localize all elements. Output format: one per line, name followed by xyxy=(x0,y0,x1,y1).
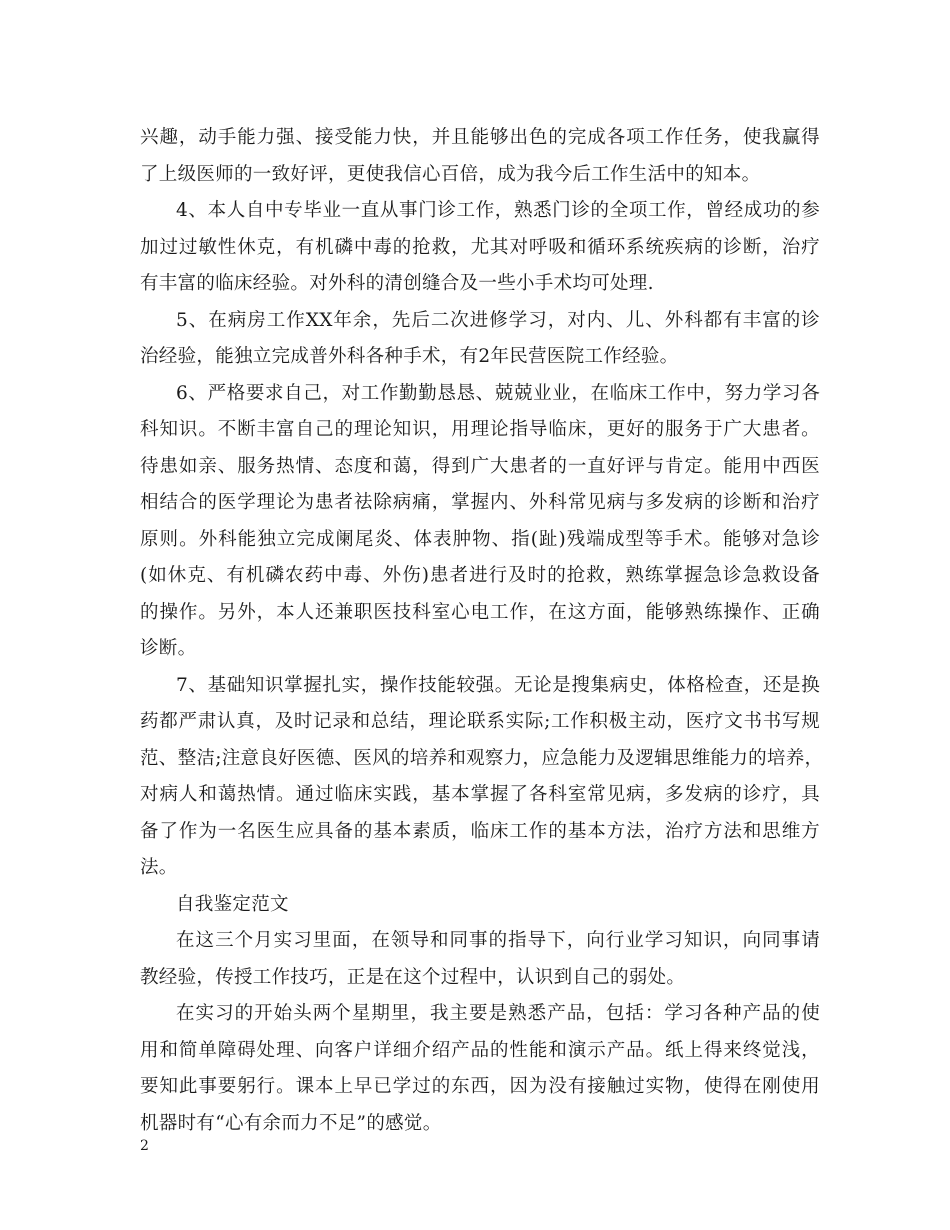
text-line: 诊断。 xyxy=(140,638,197,659)
text-line: 原则。外科能独立完成阑尾炎、体表肿物、指(趾)残端成型等手术。能够对急诊 xyxy=(140,528,820,550)
text-line: 待患如亲、服务热情、态度和蔼，得到广大患者的一直好评与肯定。能用中西医 xyxy=(140,455,820,477)
text-line: 在这三个月实习里面，在领导和同事的指导下，向行业学习知识，向同事请 xyxy=(176,930,820,951)
text-line: 在实习的开始头两个星期里，我主要是熟悉产品，包括：学习各种产品的使 xyxy=(176,1003,820,1024)
text-line: 法。 xyxy=(140,857,178,878)
text-line: 对病人和蔼热情。通过临床实践，基本掌握了各科室常见病，多发病的诊疗，具 xyxy=(140,784,820,805)
text-line: 要知此事要躬行。课本上早已学过的东西，因为没有接触过实物，使得在刚使用 xyxy=(140,1076,820,1097)
text-line: 7、基础知识掌握扎实，操作技能较强。无论是搜集病史，体格检查，还是换 xyxy=(176,674,820,696)
section-heading: 自我鉴定范文 xyxy=(176,893,289,915)
document-body xyxy=(140,120,824,1142)
text-line: 了上级医师的一致好评，更使我信心百倍，成为我今后工作生活中的知本。 xyxy=(140,163,761,185)
text-line: 加过过敏性休克，有机磷中毒的抢救，尤其对呼吸和循环系统疾病的诊断，治疗 xyxy=(140,236,820,258)
text-line: 有丰富的临床经验。对外科的清创缝合及一些小手术均可处理. xyxy=(140,273,654,294)
text-line: 机器时有“心有余而力不足”的感觉。 xyxy=(140,1112,442,1134)
text-line: 兴趣，动手能力强、接受能力快，并且能够出色的完成各项工作任务，使我赢得 xyxy=(140,127,820,148)
text-line: 4、本人自中专毕业一直从事门诊工作，熟悉门诊的全项工作，曾经成功的参 xyxy=(176,200,820,221)
text-line: 相结合的医学理论为患者祛除病痛，掌握内、外科常见病与多发病的诊断和治疗 xyxy=(140,492,820,513)
page-number: 2 xyxy=(140,1138,149,1154)
text-line: 6、严格要求自己，对工作勤勤恳恳、兢兢业业，在临床工作中，努力学习各 xyxy=(176,382,820,404)
text-line: 药都严肃认真，及时记录和总结，理论联系实际;工作积极主动，医疗文书书写规 xyxy=(140,711,820,732)
text-line: 5、在病房工作XX年余，先后二次进修学习，对内、儿、外科都有丰富的诊 xyxy=(176,309,820,331)
text-line: 用和简单障碍处理、向客户详细介绍产品的性能和演示产品。纸上得来终觉浅， xyxy=(140,1039,820,1061)
text-line: 科知识。不断丰富自己的理论知识，用理论指导临床，更好的服务于广大患者。 xyxy=(140,419,820,440)
text-line: 教经验，传授工作技巧，正是在这个过程中，认识到自己的弱处。 xyxy=(140,966,686,988)
text-line: 范、整洁;注意良好医德、医风的培养和观察力，应急能力及逻辑思维能力的培养， xyxy=(140,747,824,769)
text-line: (如休克、有机磷农药中毒、外伤)患者进行及时的抢救，熟练掌握急诊急救设备 xyxy=(140,565,820,586)
text-line: 备了作为一名医生应具备的基本素质，临床工作的基本方法，治疗方法和思维方 xyxy=(140,820,820,842)
text-line: 治经验，能独立完成普外科各种手术，有2年民营医院工作经验。 xyxy=(140,346,679,367)
text-line: 的操作。另外，本人还兼职医技科室心电工作，在这方面，能够熟练操作、正确 xyxy=(140,601,820,623)
